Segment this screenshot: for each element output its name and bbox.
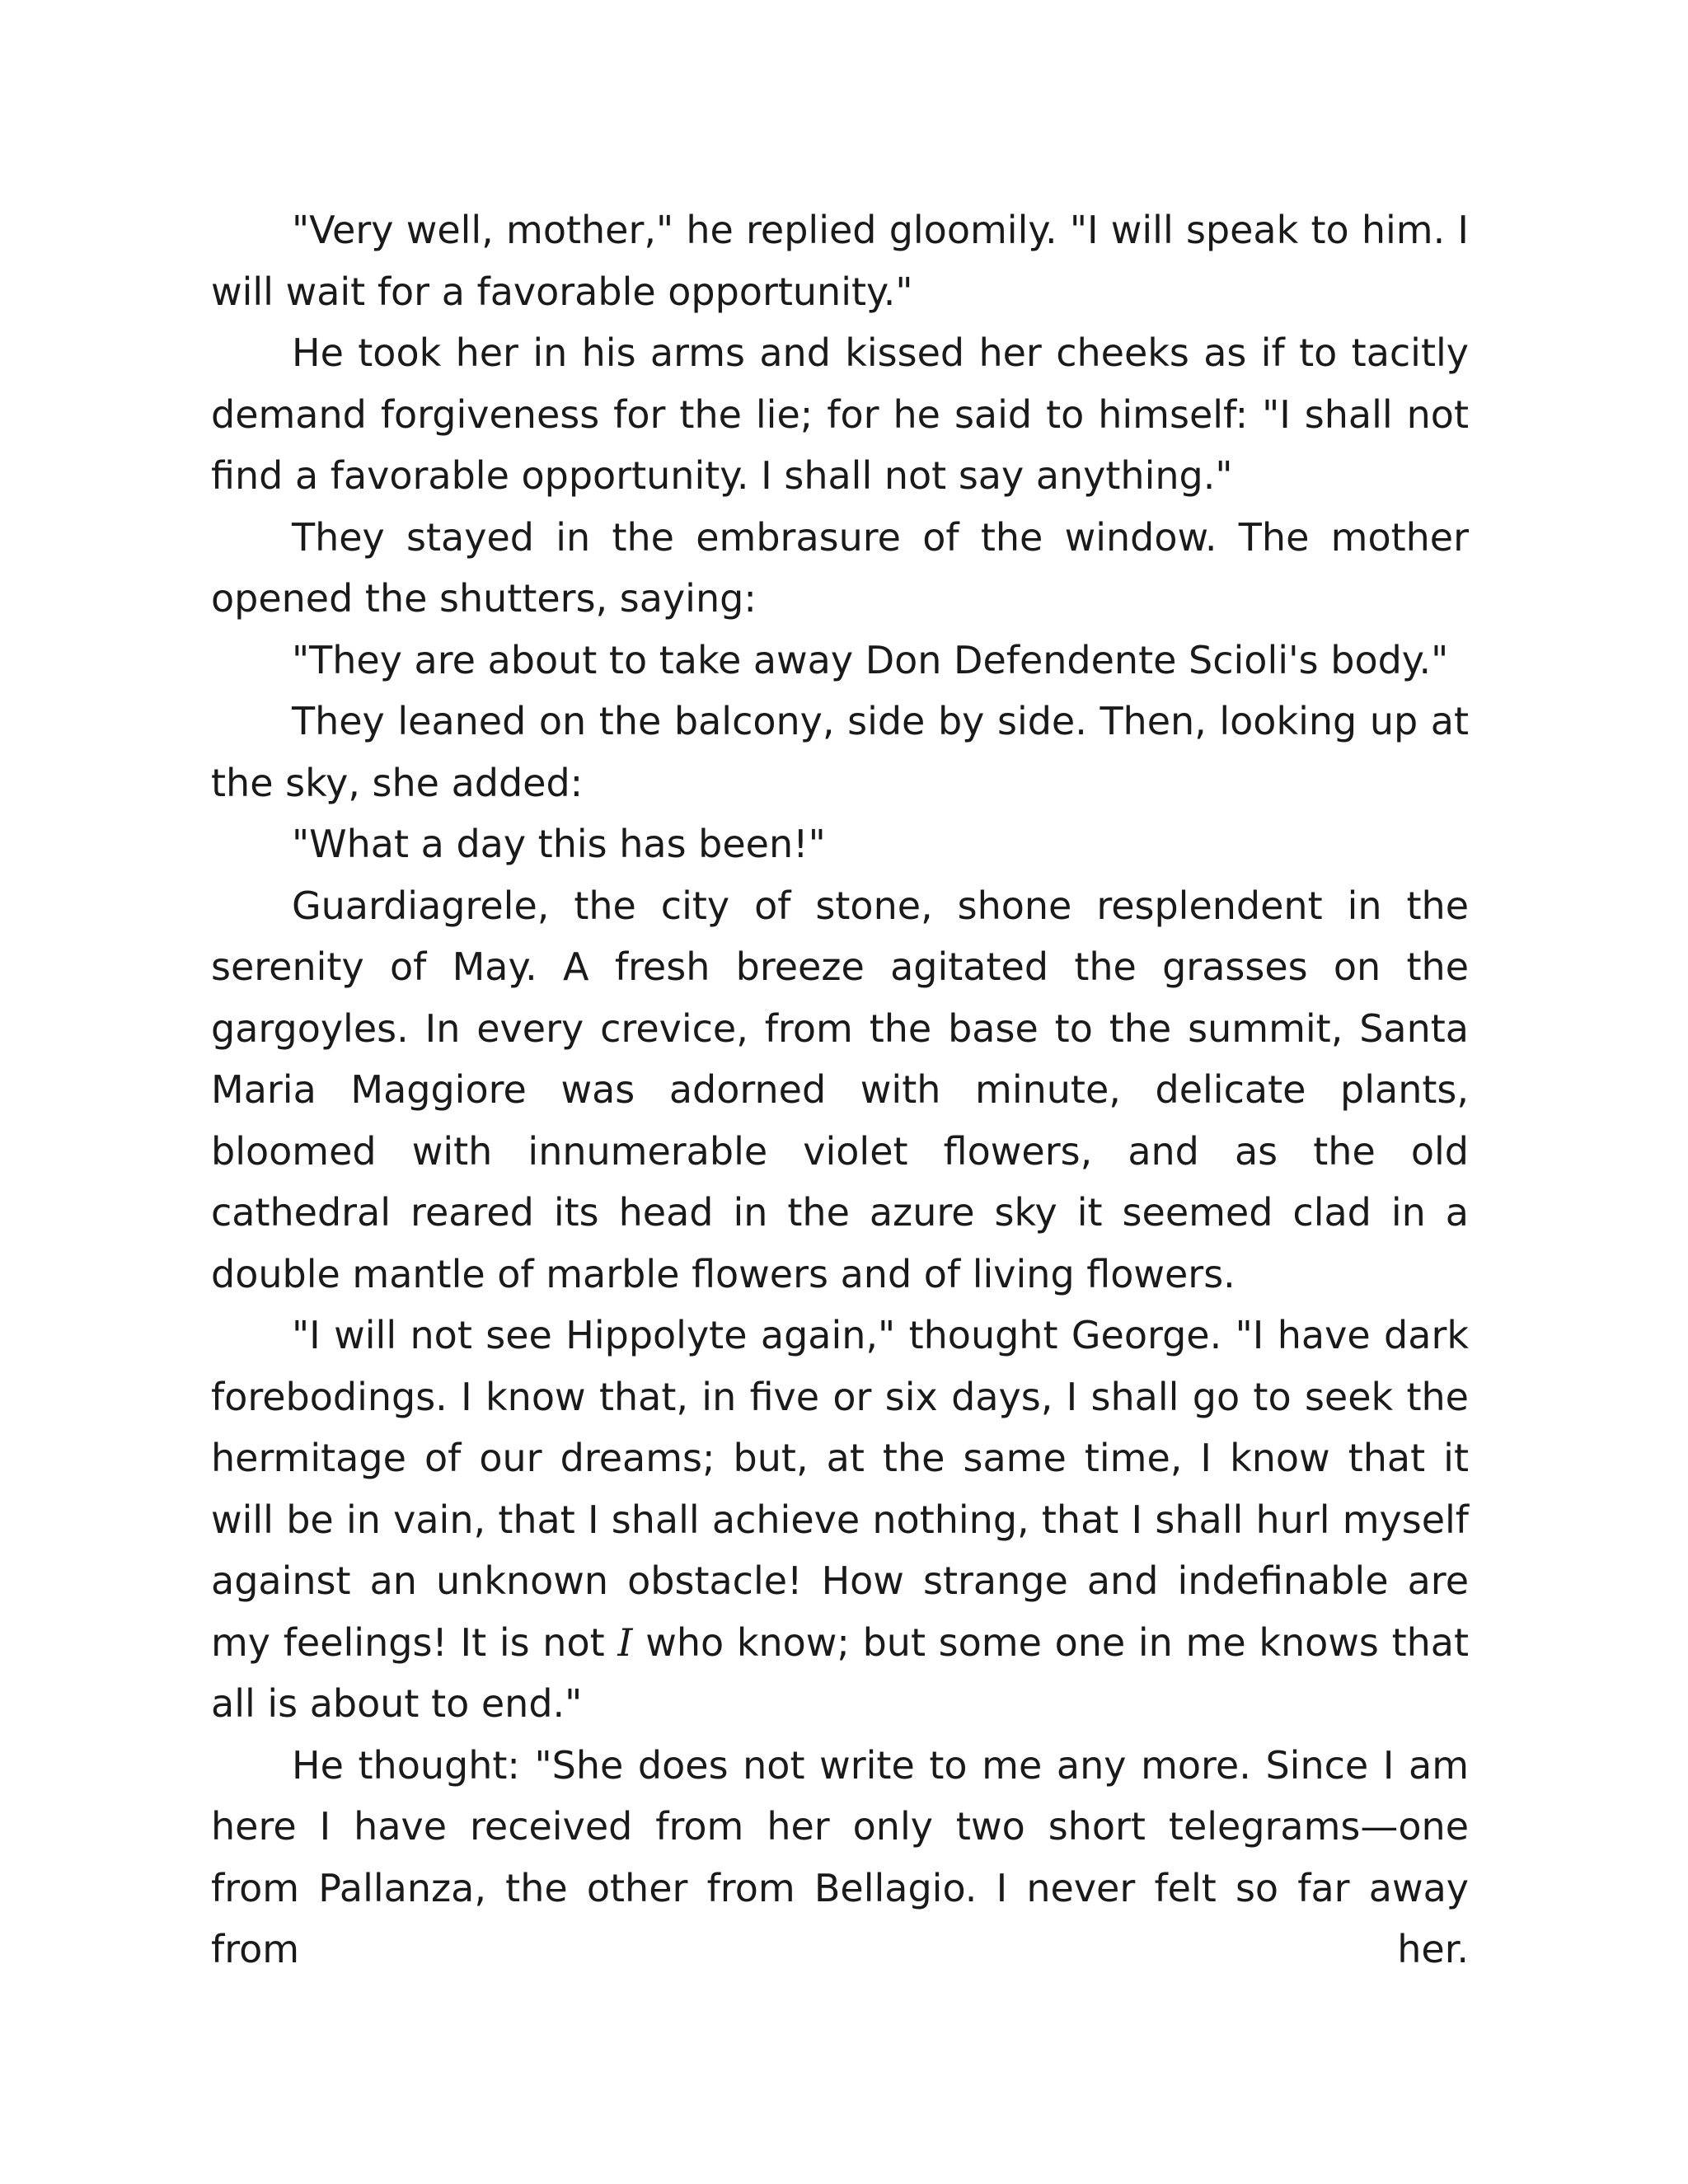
body-text — [211, 199, 1469, 1980]
paragraph-5: They leaned on the balcony, side by side. Then, looking up at the sky, she added: — [211, 699, 1469, 805]
paragraph-8-after: who know; but some one in me knows that all is about to end." — [211, 1619, 1469, 1726]
paragraph-8-before: "I will not see Hippolyte again," thought George. "I have dark forebodings. I know that, in five or six days, I shall go to seek the hermitage of our dreams; but, at the same time, I know that it will be in vain, that I shall achieve nothing, that I shall hurl myself against an unknown obstacle! How strange and indefinable are my feelings! It is not — [211, 1313, 1469, 1665]
paragraph-1: "Very well, mother," he replied gloomily. "I will speak to him. I will wait for a favorable opportunity." — [211, 208, 1469, 314]
paragraph-6: "What a day this has been!" — [292, 822, 826, 866]
paragraph-8 — [211, 1305, 1469, 1735]
paragraph-9: He thought: "She does not write to me any more. Since I am here I have received from her only two short telegrams—one from Pallanza, the other from Bellagio. I never felt so far away from her. — [211, 1742, 1469, 1971]
paragraph-8-emphasis: I — [617, 1619, 633, 1665]
paragraph-4: "They are about to take away Don Defendente Scioli's body." — [292, 637, 1449, 682]
paragraph-3: They stayed in the embrasure of the window. The mother opened the shutters, saying: — [211, 514, 1469, 621]
paragraph-7: Guardiagrele, the city of stone, shone resplendent in the serenity of May. A fresh breeze agitated the grasses on the gargoyles. In every crevice, from the base to the summit, Santa Maria Maggiore was adorned with minute, delicate plants, bloomed with innumerable violet flowers, and as the old cathedral reared its head in the azure sky it seemed clad in a double mantle of marble flowers and of living flowers. — [211, 883, 1469, 1296]
paragraph-2: He took her in his arms and kissed her cheeks as if to tacitly demand forgiveness for the lie; for he said to himself: "I shall not find a favorable opportunity. I shall not say anything." — [211, 330, 1469, 498]
